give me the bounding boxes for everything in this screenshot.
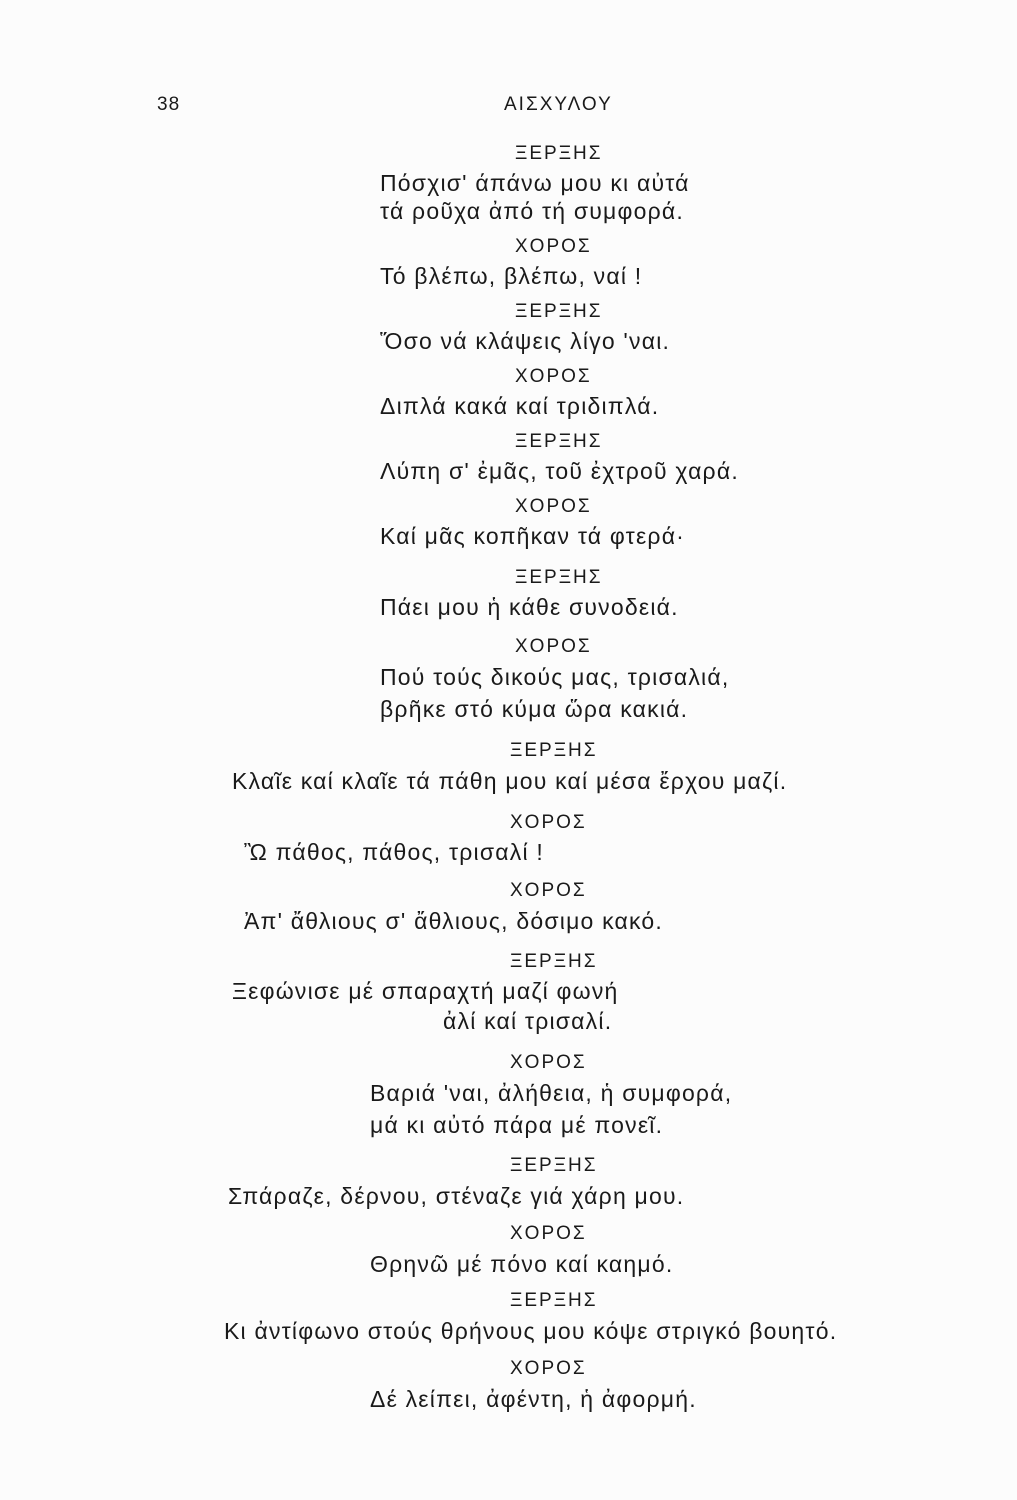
verse-line: Καί μᾶς κοπῆκαν τά φτερά· (380, 523, 686, 549)
verse-line: Πόσχισ' άπάνω μου κι αὐτά (380, 170, 690, 196)
speaker-label: ΧΟΡΟΣ (510, 1223, 587, 1244)
verse-line: Ξεφώνισε μέ σπαραχτή μαζί φωνή (232, 978, 619, 1004)
speaker-label: ΞΕΡΞΗΣ (510, 740, 598, 761)
speaker-label: ΧΟΡΟΣ (510, 880, 587, 901)
speaker-label: ΧΟΡΟΣ (515, 636, 592, 657)
speaker-label: ΞΕΡΞΗΣ (515, 301, 603, 322)
verse-line: Βαριά 'ναι, ἀλήθεια, ἡ συμφορά, (370, 1080, 733, 1106)
verse-line: τά ροῦχα ἀπό τή συμφορά. (380, 198, 684, 224)
speaker-label: ΧΟΡΟΣ (510, 1052, 587, 1073)
speaker-label: ΧΟΡΟΣ (510, 812, 587, 833)
verse-line: Ἀπ' ἄθλιους σ' ἄθλιους, δόσιμο κακό. (244, 908, 664, 934)
speaker-label: ΞΕΡΞΗΣ (510, 1155, 598, 1176)
verse-line: Κλαῖε καί κλαῖε τά πάθη μου καί μέσα ἔρχου μαζί. (232, 768, 788, 794)
speaker-label: ΞΕΡΞΗΣ (515, 431, 603, 452)
verse-line: Θρηνῶ μέ πόνο καί καημό. (370, 1251, 674, 1277)
speaker-label: ΞΕΡΞΗΣ (515, 143, 603, 164)
running-title: ΑΙΣΧΥΛΟΥ (504, 94, 613, 115)
verse-line: Διπλά κακά καί τριδιπλά. (380, 393, 660, 419)
verse-line: Ὢ πάθος, πάθος, τρισαλί ! (244, 839, 544, 865)
page-number: 38 (157, 94, 181, 115)
verse-line: Πάει μου ἡ κάθε συνοδειά. (380, 594, 679, 620)
verse-line: Ὅσο νά κλάψεις λίγο 'ναι. (380, 328, 671, 354)
verse-line: Πού τούς δικούς μας, τρισαλιά, (380, 664, 730, 690)
verse-line: Δέ λείπει, ἀφέντη, ἡ ἀφορμή. (370, 1386, 697, 1412)
speaker-label: ΧΟΡΟΣ (515, 496, 592, 517)
verse-line: ἀλί καί τρισαλί. (443, 1008, 613, 1034)
verse-line: Λύπη σ' ἐμᾶς, τοῦ ἐχτροῦ χαρά. (380, 458, 739, 484)
speaker-label: ΧΟΡΟΣ (515, 236, 592, 257)
speaker-label: ΞΕΡΞΗΣ (510, 951, 598, 972)
speaker-label: ΞΕΡΞΗΣ (510, 1290, 598, 1311)
speaker-label: ΞΕΡΞΗΣ (515, 567, 603, 588)
verse-line: βρῆκε στό κύμα ὥρα κακιά. (380, 696, 689, 722)
verse-line: μά κι αὐτό πάρα μέ πονεῖ. (370, 1112, 664, 1138)
verse-line: Σπάραζε, δέρνου, στέναζε γιά χάρη μου. (228, 1183, 685, 1209)
speaker-label: ΧΟΡΟΣ (515, 366, 592, 387)
speaker-label: ΧΟΡΟΣ (510, 1358, 587, 1379)
verse-line: Τό βλέπω, βλέπω, ναί ! (380, 263, 643, 289)
verse-line: Κι ἀντίφωνο στούς θρήνους μου κόψε στριγκό βουητό. (224, 1318, 838, 1344)
